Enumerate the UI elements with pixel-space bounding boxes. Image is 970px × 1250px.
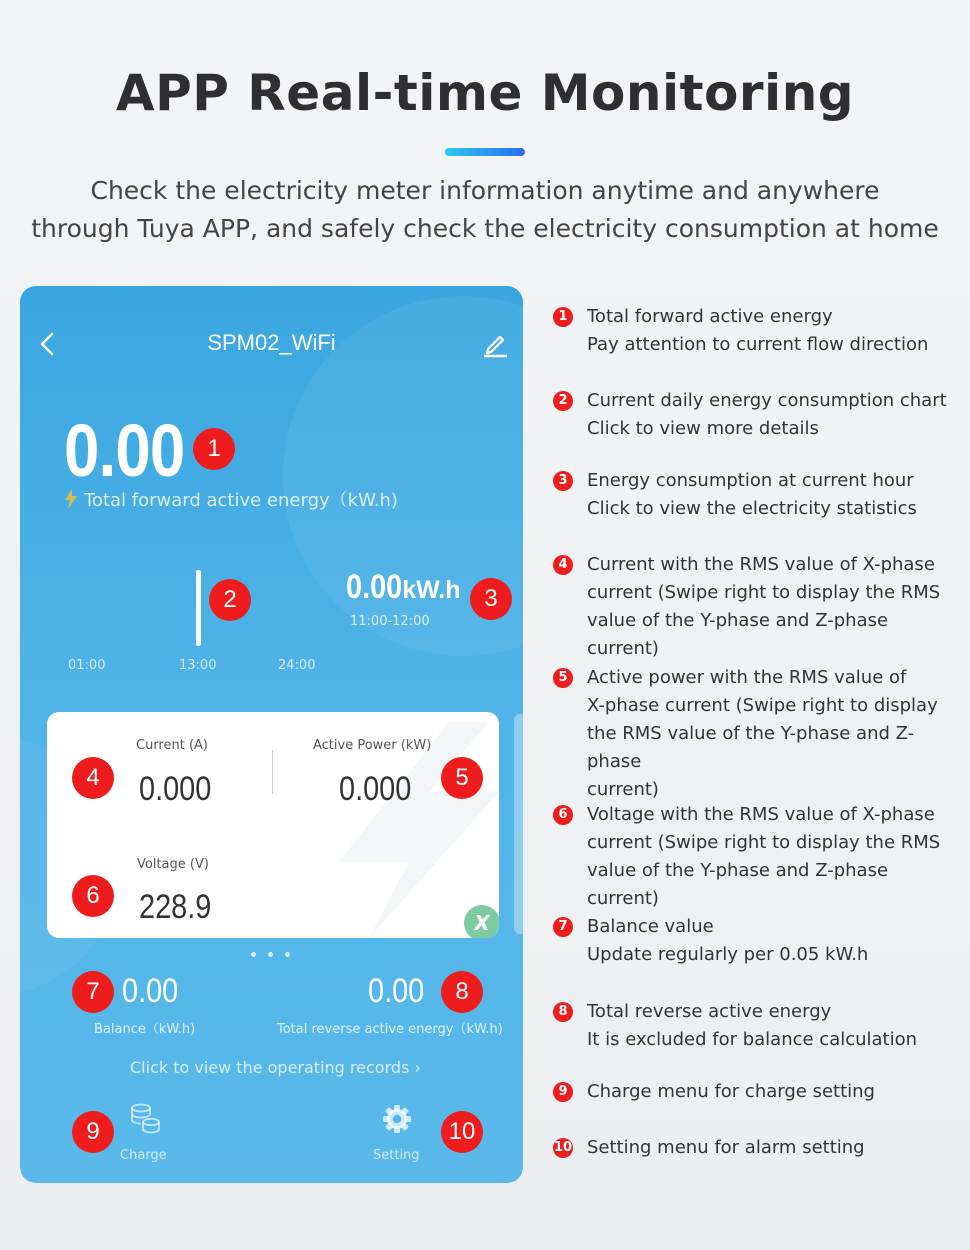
hour-range: 11:00-12:00 xyxy=(350,614,430,629)
callout-marker: 10 xyxy=(441,1111,483,1153)
annotation-text: Total reverse active energy It is excluded for balance calculation xyxy=(587,1001,918,1050)
title-underline xyxy=(445,148,525,156)
annotation-text: Voltage with the RMS value of X-phase current (Swipe right to display the RMS value of the Y-phase and Z-phase current) xyxy=(587,804,941,909)
chart-axis-label: 01:00 xyxy=(68,658,106,673)
annotation-number: 3 xyxy=(553,471,573,491)
voltage-value: 228.9 xyxy=(139,888,212,926)
phase-badge[interactable]: X xyxy=(464,905,499,938)
annotation-item xyxy=(553,913,953,969)
balance-label: Balance（kW.h) xyxy=(94,1022,196,1037)
callout-marker: 4 xyxy=(72,757,114,799)
annotation-number: 8 xyxy=(553,1002,573,1022)
annotation-item xyxy=(553,664,953,804)
phone-screen xyxy=(20,286,523,1183)
hour-energy[interactable] xyxy=(346,568,461,607)
current-label: Current (A) xyxy=(136,738,208,753)
annotation-text: Charge menu for charge setting xyxy=(587,1081,875,1102)
annotation-item xyxy=(553,1078,953,1106)
total-forward-energy-label-row xyxy=(64,486,398,512)
total-forward-energy-label: Total forward active energy（kW.h) xyxy=(84,490,398,511)
callout-marker: 5 xyxy=(441,757,483,799)
callout-marker: 7 xyxy=(72,971,114,1013)
annotation-number: 9 xyxy=(553,1082,573,1102)
metrics-card[interactable] xyxy=(47,712,499,938)
annotation-text: Total forward active energy Pay attention to current flow direction xyxy=(587,306,929,355)
card-divider xyxy=(272,750,273,794)
page-title: APP Real-time Monitoring xyxy=(115,64,855,122)
chart-axis-label: 24:00 xyxy=(278,658,316,673)
annotation-number: 6 xyxy=(553,805,573,825)
daily-energy-chart-bar[interactable] xyxy=(196,570,201,646)
bolt-icon xyxy=(64,489,78,509)
nav-charge-label[interactable]: Charge xyxy=(120,1148,167,1163)
edit-icon[interactable] xyxy=(480,328,510,358)
current-value: 0.000 xyxy=(139,770,212,808)
callout-marker: 2 xyxy=(209,579,251,621)
annotation-item xyxy=(553,998,953,1054)
annotation-number: 4 xyxy=(553,555,573,575)
page-subtitle xyxy=(0,172,970,248)
callout-marker: 1 xyxy=(193,428,235,470)
subtitle-line-2: through Tuya APP, and safely check the electricity consumption at home xyxy=(31,214,939,243)
annotation-text: Balance value Update regularly per 0.05 kW.h xyxy=(587,916,869,965)
annotation-text: Energy consumption at current hour Click to view the electricity statistics xyxy=(587,470,917,519)
reverse-energy-label: Total reverse active energy（kW.h) xyxy=(277,1022,503,1037)
next-card-peek[interactable] xyxy=(514,714,523,934)
annotation-number: 5 xyxy=(553,668,573,688)
balance-value: 0.00 xyxy=(122,972,179,1010)
voltage-label: Voltage (V) xyxy=(137,857,209,872)
annotation-text: Active power with the RMS value of X-phase current (Swipe right to display the RMS value of the Y-phase and Z-phase current) xyxy=(587,667,938,800)
hour-energy-unit: kW.h xyxy=(402,576,461,604)
reverse-energy-value: 0.00 xyxy=(368,972,425,1010)
device-name: SPM02_WiFi xyxy=(207,330,336,355)
total-forward-energy-value: 0.00 xyxy=(64,409,185,492)
hour-energy-value: 0.00 xyxy=(346,568,403,606)
annotation-number: 10 xyxy=(553,1138,573,1158)
annotation-item xyxy=(553,303,953,359)
annotation-item xyxy=(553,467,953,523)
annotation-item xyxy=(553,387,953,443)
active-power-label: Active Power (kW) xyxy=(313,738,432,753)
callout-marker: 8 xyxy=(441,971,483,1013)
pager-dots xyxy=(251,952,290,957)
annotation-text: Current with the RMS value of X-phase current (Swipe right to display the RMS value of the Y-phase and Z-phase current) xyxy=(587,554,941,659)
annotation-number: 2 xyxy=(553,391,573,411)
annotation-text: Setting menu for alarm setting xyxy=(587,1137,865,1158)
active-power-value: 0.000 xyxy=(339,770,412,808)
callout-marker: 9 xyxy=(72,1111,114,1153)
annotation-number: 1 xyxy=(553,307,573,327)
callout-marker: 3 xyxy=(470,578,512,620)
subtitle-line-1: Check the electricity meter information anytime and anywhere xyxy=(90,176,880,205)
annotation-item xyxy=(553,801,953,913)
operating-records-link[interactable]: Click to view the operating records › xyxy=(130,1058,421,1077)
annotation-item xyxy=(553,1134,953,1162)
annotation-text: Current daily energy consumption chart Click to view more details xyxy=(587,390,947,439)
callout-marker: 6 xyxy=(72,875,114,917)
nav-setting-label[interactable]: Setting xyxy=(373,1148,420,1163)
annotation-number: 7 xyxy=(553,917,573,937)
gear-icon[interactable] xyxy=(380,1102,414,1136)
chart-axis-label: 13:00 xyxy=(179,658,217,673)
annotation-item xyxy=(553,551,953,663)
coins-icon[interactable] xyxy=(128,1102,162,1136)
